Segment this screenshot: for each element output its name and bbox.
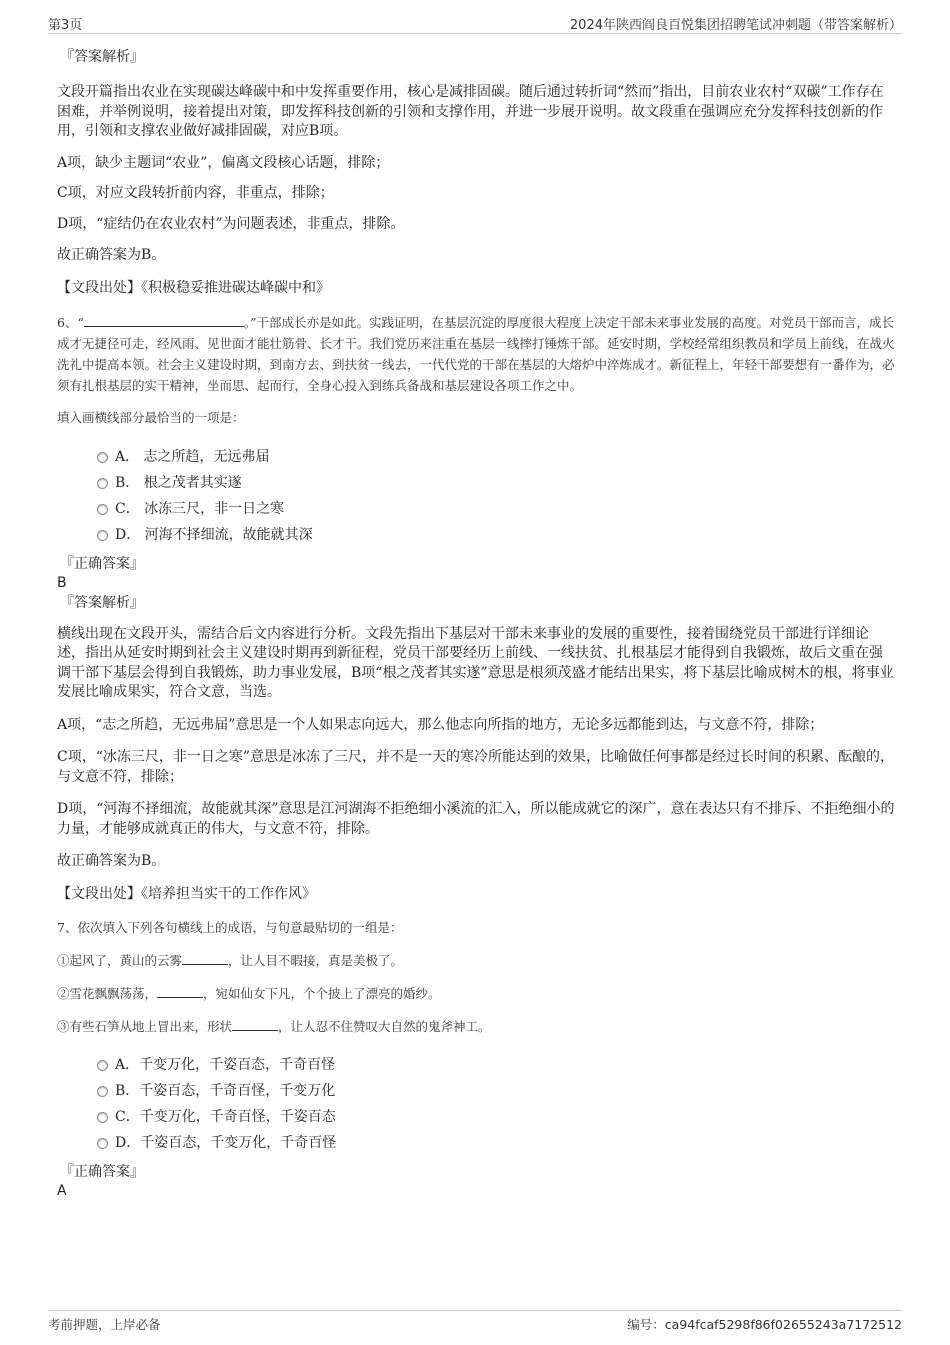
q6-source: 【文段出处】《培养担当实干的工作作风》 xyxy=(57,885,316,902)
q6-stem xyxy=(57,312,895,396)
document-id: 编号：ca94fcaf5298f86f02655243a7172512 xyxy=(627,1317,902,1332)
q7-stem: 7、依次填入下列各句横线上的成语，与句意最贴切的一组是： xyxy=(57,919,403,935)
q6-point-d: D项，“河海不择细流，故能就其深”意思是江河湖海不拒绝细小溪流的汇入，所以能成就它的深广，意在表达只有不排斥、不拒绝细小的力量，才能够成就真正的伟大，与文意不符，排除。 xyxy=(57,801,895,837)
q6-analysis-label: 『答案解析』 xyxy=(60,594,144,611)
q5-conclusion: 故正确答案为B。 xyxy=(57,247,166,263)
q7-blank-2 xyxy=(157,985,203,998)
q5-analysis: 文段开篇指出农业在实现碳达峰碳中和中发挥重要作用，核心是减排固碳。随后通过转折词“然而”指出，目前农业农村“双碳”工作存在困难，并举例说明，接着提出对策，即发挥科技创新的引领和支撑作用，并进一步展开说明。故文段重在强调应充分发挥科技创新的作用，引领和支撑农业做好减排固碳，对应B项。 xyxy=(57,84,884,139)
q6-passage: 。”干部成长亦是如此。实践证明，在基层沉淀的厚度很大程度上决定干部未来事业发展的高度。对党员干部而言，成长成才无捷径可走，经风雨、见世面才能壮筋骨、长才干。我们党历来注重在基层一线摔打锤炼干部。延安时期，学校经常组织教员和学员上前线，在战火洗礼中提高本领。社会主义建设时期，到南方去、到扶贫一线去，一代代党的干部在基层的大熔炉中淬炼成才。新征程上，年轻干部要想有一番作为，必须有扎根基层的实干精神，坐而思、起而行，全身心投入到练兵备战和基层建设各项工作之中。 xyxy=(57,314,895,393)
q7-option-b[interactable]: B．千姿百态，千奇百怪，千变万化 xyxy=(97,1078,895,1104)
page-header xyxy=(48,12,902,34)
q7-options xyxy=(97,1052,895,1156)
q7-blank-3 xyxy=(232,1018,278,1031)
q6-options xyxy=(97,444,895,548)
q6-correct-answer: B xyxy=(57,574,67,591)
radio-button[interactable] xyxy=(97,1060,108,1071)
q7-option-c[interactable]: C．千变万化，千奇百怪，千姿百态 xyxy=(97,1104,895,1130)
q6-conclusion: 故正确答案为B。 xyxy=(57,853,166,869)
radio-button[interactable] xyxy=(97,1138,108,1149)
q5-point-d: D项，“症结仍在农业农村”为问题表述，非重点，排除。 xyxy=(57,215,405,232)
q5-point-c: C项，对应文段转折前内容，非重点，排除； xyxy=(57,185,334,201)
q6-number: 6、“ xyxy=(57,314,84,330)
q6-analysis: 横线出现在文段开头，需结合后文内容进行分析。文段先指出下基层对干部未来事业的发展的重要性，接着围绕党员干部进行详细论述，指出从延安时期到社会主义建设时期再到新征程，党员干部要经历上前线、一线扶贫、扎根基层才能得到自我锻炼，故后文重在强调干部下基层会得到自我锻炼，助力事业发展，B项“根之茂者其实遂”意思是根须茂盛才能结出果实，将下基层比喻成树木的根，将事业发展比喻成果实，符合文意，当选。 xyxy=(57,625,894,700)
radio-button[interactable] xyxy=(97,530,108,541)
q6-blank xyxy=(84,314,244,327)
q6-correct-label: 『正确答案』 xyxy=(60,555,144,572)
radio-button[interactable] xyxy=(97,504,108,515)
q6-option-a[interactable]: A． 志之所趋，无远弗届 xyxy=(97,444,895,470)
footer-slogan: 考前押题，上岸必备 xyxy=(48,1317,161,1332)
q6-prompt: 填入画横线部分最恰当的一项是： xyxy=(57,409,245,425)
q7-blank-1 xyxy=(182,952,228,965)
q7-option-d[interactable]: D．千姿百态，千变万化，千奇百怪 xyxy=(97,1130,895,1156)
q6-option-c[interactable]: C． 冰冻三尺，非一日之寒 xyxy=(97,496,895,522)
page-number: 第3页 xyxy=(48,18,83,33)
q6-point-c: C项，“冰冻三尺，非一日之寒”意思是冰冻了三尺，并不是一天的寒冷所能达到的效果，比喻做任何事都是经过长时间的积累、酝酿的，与文意不符，排除； xyxy=(57,749,895,785)
radio-button[interactable] xyxy=(97,1112,108,1123)
q6-option-b[interactable]: B． 根之茂者其实遂 xyxy=(97,470,895,496)
q6-option-d[interactable]: D． 河海不择细流，故能就其深 xyxy=(97,522,895,548)
radio-button[interactable] xyxy=(97,478,108,489)
q7-correct-answer: A xyxy=(57,1182,67,1199)
document-title: 2024年陕西阎良百悦集团招聘笔试冲刺题（带答案解析） xyxy=(569,18,902,33)
q5-source: 【文段出处】《积极稳妥推进碳达峰碳中和》 xyxy=(57,279,330,296)
q7-sentence-1: ①起风了，黄山的云雾 ，让人目不暇接，真是美极了。 xyxy=(57,952,404,968)
q7-option-a[interactable]: A．千变万化，千姿百态，千奇百怪 xyxy=(97,1052,895,1078)
page-footer xyxy=(48,1310,902,1334)
document-body xyxy=(57,42,895,1200)
q5-analysis-label: 『答案解析』 xyxy=(60,49,144,65)
q7-sentence-2: ②雪花飘飘荡荡， ，宛如仙女下凡，个个披上了漂亮的婚纱。 xyxy=(57,985,441,1001)
q5-point-a: A项，缺少主题词“农业”，偏离文段核心话题，排除； xyxy=(57,154,390,171)
radio-button[interactable] xyxy=(97,1086,108,1097)
q6-point-a: A项，“志之所趋，无远弗届”意思是一个人如果志向远大，那么他志向所指的地方，无论多远都能到达，与文意不符，排除； xyxy=(57,716,824,733)
q7-correct-label: 『正确答案』 xyxy=(60,1163,144,1180)
radio-button[interactable] xyxy=(97,452,108,463)
q7-sentence-3: ③有些石笋从地上冒出来，形状 ，让人忍不住赞叹大自然的鬼斧神工。 xyxy=(57,1018,491,1034)
